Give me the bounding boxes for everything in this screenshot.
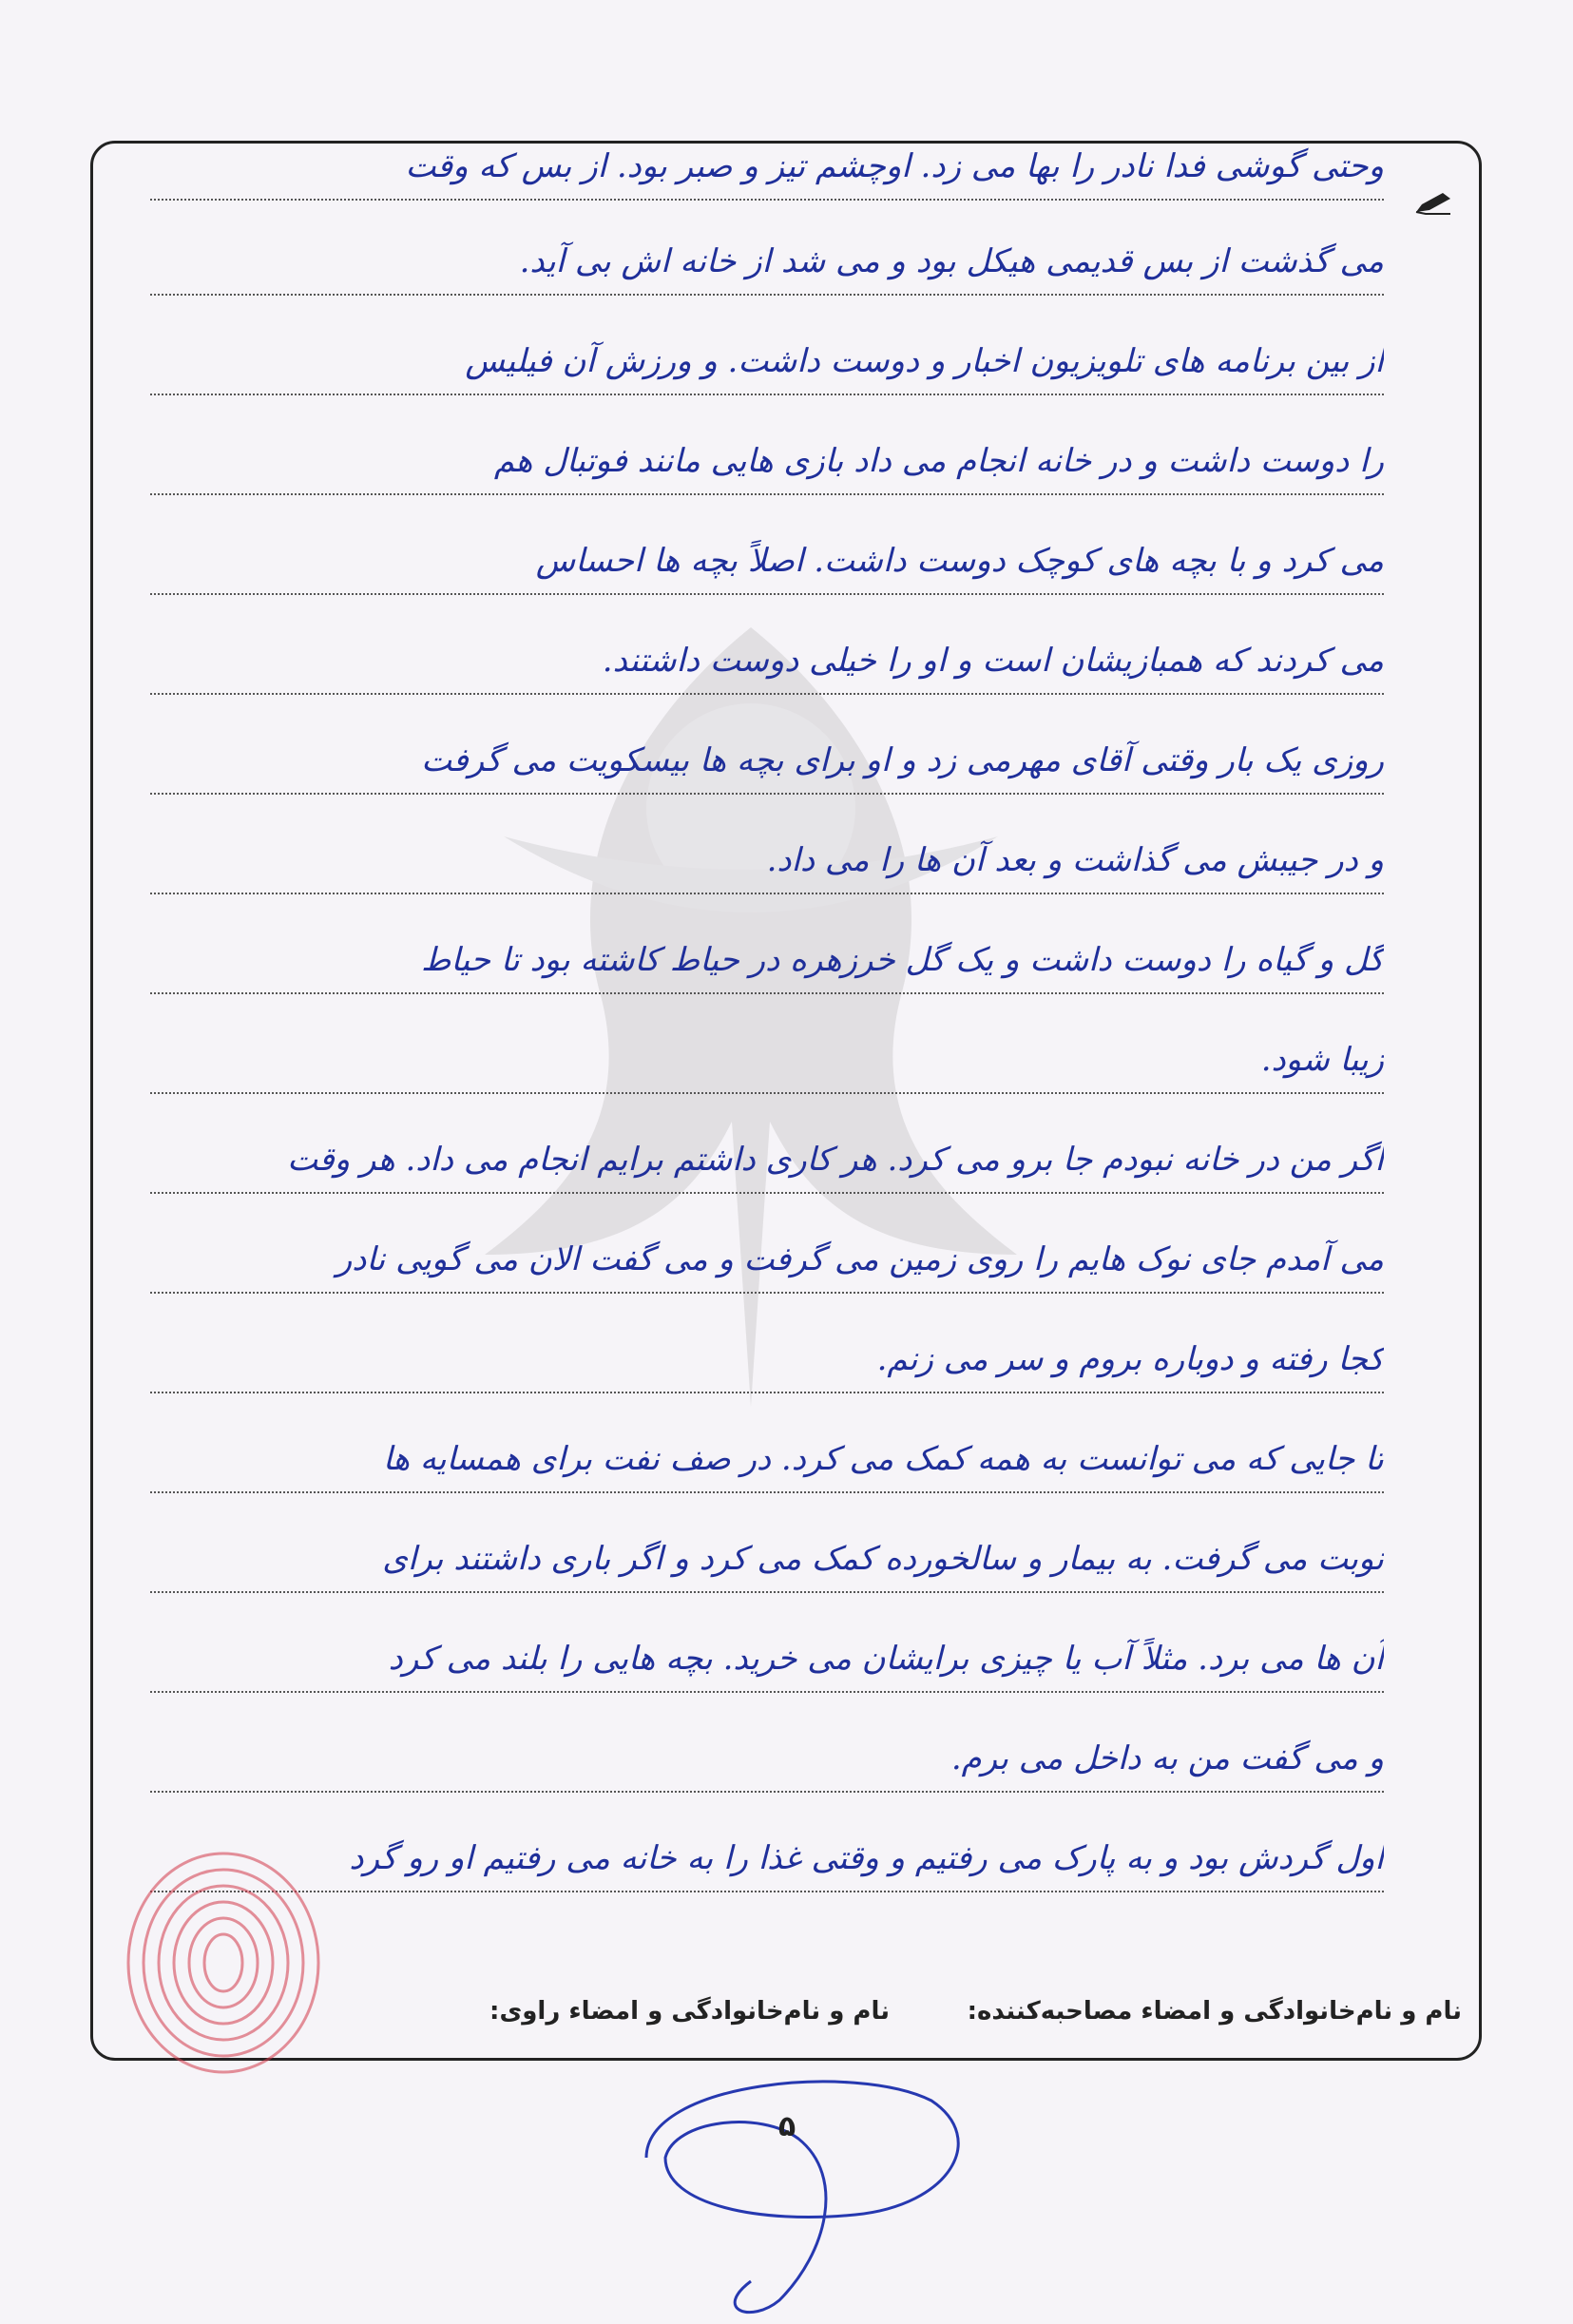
text-line: می گذشت از بس قدیمی هیکل بود و می شد از خانه اش بی آید.	[150, 239, 1384, 296]
text-line: تا جایی که می توانست به همه کمک می کرد. در صف نفت برای همسایه ها	[150, 1436, 1384, 1493]
text-line: روزی یک بار وقتی آقای مهرمی زد و او برای بچه ها بیسکویت می گرفت	[150, 738, 1384, 795]
fingerprint-stamp	[109, 1839, 337, 2086]
text-line: از بین برنامه های تلویزیون اخبار و دوست داشت. و ورزش آن فیلیس	[150, 338, 1384, 395]
text-line: می آمدم جای نوک هایم را روی زمین می گرفت و می گفت الان می گویی نادر	[150, 1237, 1384, 1294]
pen-icon	[1414, 191, 1452, 216]
narrator-signature-label: نام و نام‌خانوادگی و امضاء راوی:	[489, 1997, 890, 2026]
text-line: نوبت می گرفت. به بیمار و سالخورده کمک می کرد و اگر باری داشتند برای	[150, 1536, 1384, 1593]
text-line: زیبا شود.	[150, 1037, 1384, 1094]
page-number: ۵	[777, 2110, 796, 2143]
text-line: می کرد و با بچه های کوچک دوست داشت. اصلاً بچه ها احساس	[150, 538, 1384, 595]
text-line: را دوست داشت و در خانه انجام می داد بازی هایی مانند فوتبال هم	[150, 438, 1384, 495]
interviewer-signature-label: نام و نام‌خانوادگی و امضاء مصاحبه‌کننده:	[967, 1997, 1462, 2026]
text-line: اول گردش بود و به پارک می رفتیم و وقتی غذا را به خانه می رفتیم او رو گرد	[150, 1835, 1384, 1892]
text-line: و در جیبش می گذاشت و بعد آن ها را می داد.	[150, 837, 1384, 894]
handwritten-lines	[150, 144, 1384, 1949]
handwritten-signature	[608, 2044, 988, 2324]
text-line: گل و گیاه را دوست داشت و یک گل خرزهره در حیاط کاشته بود تا حیاط	[150, 937, 1384, 994]
text-line: اگر من در خانه نبودم جا برو می کرد. هر کاری داشتم برایم انجام می داد. هر وقت	[150, 1137, 1384, 1194]
text-line: می کردند که همبازیشان است و او را خیلی دوست داشتند.	[150, 638, 1384, 695]
text-line: و می گفت من به داخل می برم.	[150, 1736, 1384, 1793]
content-frame	[90, 141, 1482, 2061]
text-line: کجا رفته و دوباره بروم و سر می زنم.	[150, 1336, 1384, 1393]
text-line: وحتی گوشی فدا نادر را بها می زد. اوچشم تیز و صبر بود. از بس که وقت	[150, 144, 1384, 201]
text-line: آن ها می برد. مثلاً آب یا چیزی برایشان می خرید. بچه هایی را بلند می کرد	[150, 1636, 1384, 1693]
